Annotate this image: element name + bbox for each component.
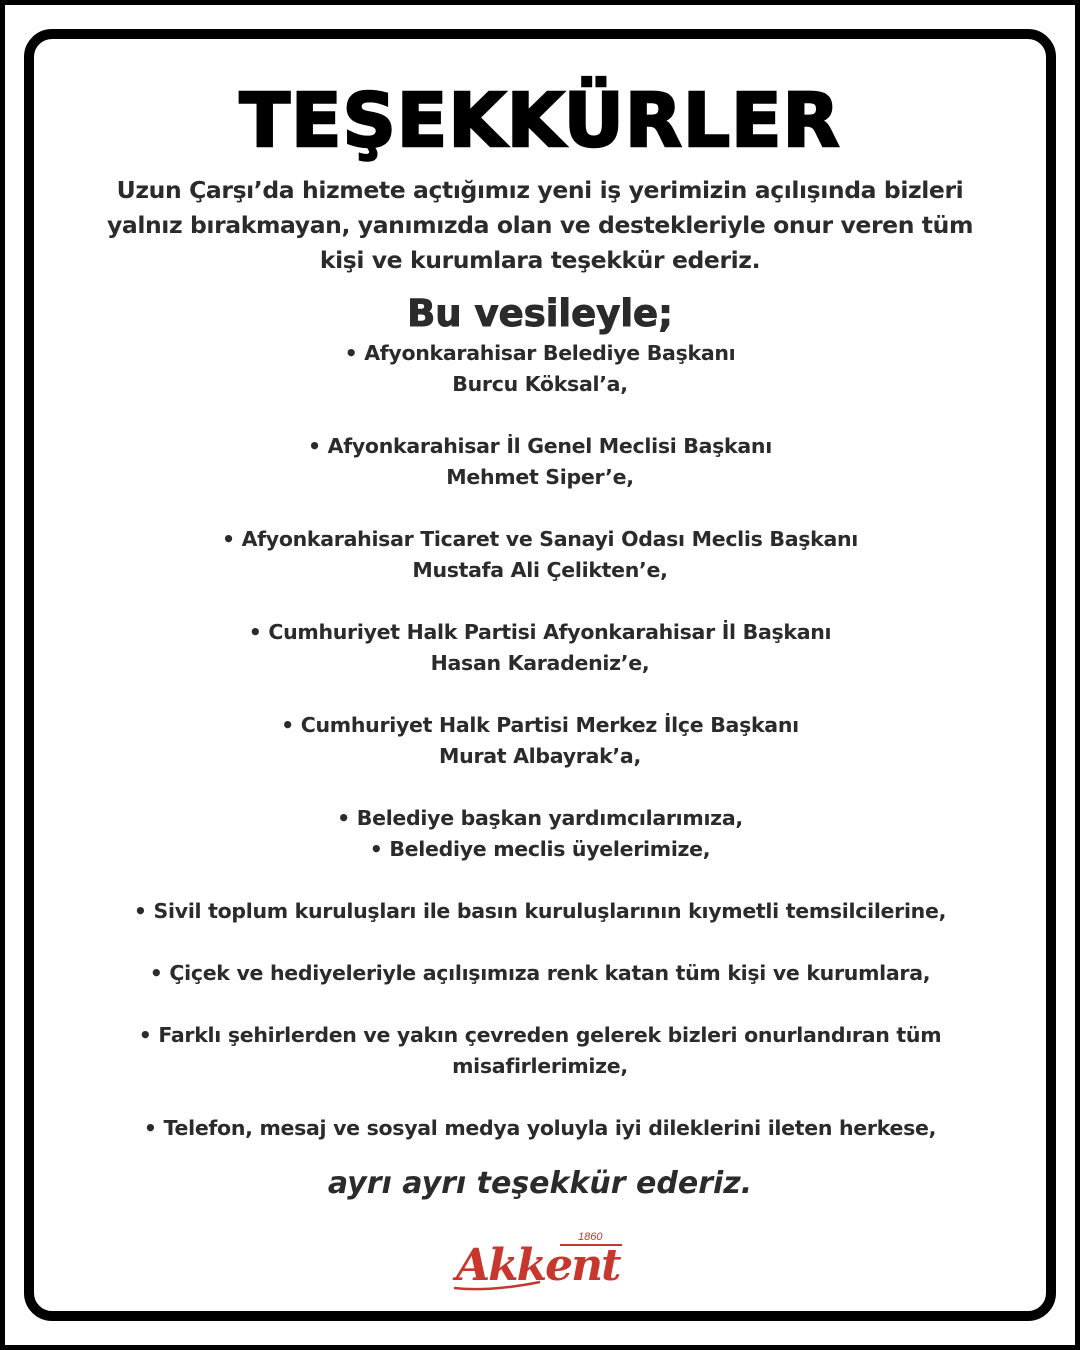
list-item-line: • Telefon, mesaj ve sosyal medya yoluyla iyi dileklerini ileten herkese,: [143, 1116, 937, 1140]
list-item-line: • Çiçek ve hediyeleriyle açılışımıza renk katan tüm kişi ve kurumlara,: [149, 961, 931, 985]
list-item: [34, 958, 1046, 989]
list-item-line: • Belediye meclis üyelerimize,: [369, 837, 711, 861]
list-item: [34, 1113, 1046, 1144]
list-item: [34, 617, 1046, 679]
list-item: [34, 896, 1046, 927]
logo-year: 1860: [578, 1231, 603, 1243]
list-item-line: • Afyonkarahisar Belediye Başkanı: [344, 341, 736, 365]
list-item-line: Burcu Köksal’a,: [452, 372, 628, 396]
list-item-line: • Afyonkarahisar Ticaret ve Sanayi Odası Meclis Başkanı: [221, 527, 859, 551]
thanks-list: [34, 338, 1046, 1144]
list-item-line: Murat Albayrak’a,: [439, 744, 641, 768]
list-item: [34, 524, 1046, 586]
intro-paragraph: [70, 173, 1010, 278]
subheading: Bu vesileyle;: [407, 292, 673, 335]
list-item: [34, 803, 1046, 865]
list-item-line: • Farklı şehirlerden ve yakın çevreden gelerek bizleri onurlandıran tüm: [138, 1023, 942, 1047]
list-item-line: • Cumhuriyet Halk Partisi Afyonkarahisar İl Başkanı: [248, 620, 832, 644]
list-item: [34, 710, 1046, 772]
list-item-line: • Cumhuriyet Halk Partisi Merkez İlçe Başkanı: [281, 713, 799, 737]
list-item-line: • Belediye başkan yardımcılarımıza,: [337, 806, 743, 830]
list-item-line: Mustafa Ali Çelikten’e,: [412, 558, 668, 582]
intro-line: kişi ve kurumlara teşekkür ederiz.: [319, 246, 761, 274]
logo-brand: Akkent: [456, 1240, 620, 1291]
list-item: [34, 431, 1046, 493]
list-item-line: • Sivil toplum kuruluşları ile basın kuruluşlarının kıymetli temsilcilerine,: [133, 899, 947, 923]
page-title: TEŞEKKÜRLER: [239, 78, 841, 164]
logo-graphic: [450, 1218, 630, 1298]
list-item-line: • Afyonkarahisar İl Genel Meclisi Başkanı: [308, 434, 772, 458]
list-item-line: Hasan Karadeniz’e,: [430, 651, 650, 675]
list-item: [34, 338, 1046, 400]
announcement: [34, 39, 1046, 1298]
intro-line: yalnız bırakmayan, yanımızda olan ve destekleriyle onur veren tüm: [106, 211, 974, 239]
intro-line: Uzun Çarşı’da hizmete açtığımız yeni iş yerimizin açılışında bizleri: [116, 176, 964, 204]
akkent-logo: [450, 1218, 630, 1298]
list-item: [34, 1020, 1046, 1082]
closing-text: ayrı ayrı teşekkür ederiz.: [327, 1166, 753, 1201]
list-item-line: Mehmet Siper’e,: [446, 465, 634, 489]
list-item-line: misafirlerimize,: [452, 1054, 628, 1078]
